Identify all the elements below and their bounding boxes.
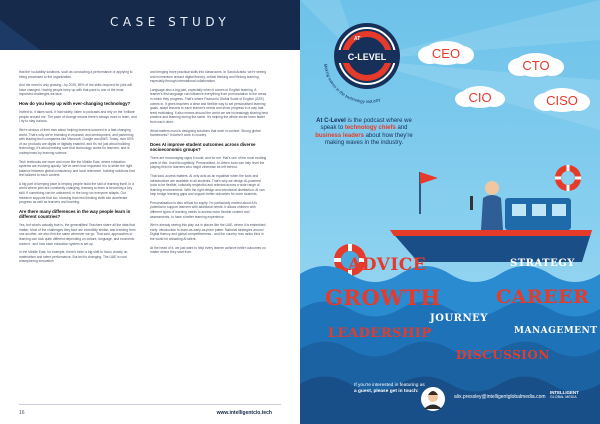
article-paragraph: There are encouraging signs it could, and for me, that's one of the most exciting parts of this. Used thoughtfully, Personalised, AI-driven tools can help level the playing field for learners who might otherwise be left behind. xyxy=(150,156,267,170)
cta-line-1: If you're interested in featuring as xyxy=(354,383,425,388)
brand-line-2: GLOBAL MEDIA xyxy=(550,395,577,399)
article-paragraph: Invited to, it takes work. It had widely, listen to podcasts and rely on the 'brilliant' people around me. The pace of change means there's always more to learn, and I try to stay curious. xyxy=(19,110,137,124)
intelligent-global-media-logo xyxy=(550,390,579,400)
logo-arc-text: Making waves in the technology industry xyxy=(323,63,381,105)
cta-line-2: a guest, please get in touch: xyxy=(354,389,419,394)
article-paragraph: Yes, but what's actually true is, the generalities! Teachers share all the data that matter. Most of the challenges they face are incredibly similar, and learning from one another, we also find the same wherever we go. That said, approaches to learning can look quite different depending on culture, language, and economic context - and how each education system is set up. xyxy=(19,223,136,246)
article-paragraph: At the heart of it, we just want to help every learner achieve better outcomes no matter where they start from. xyxy=(150,245,266,255)
cloud-label-cto: CTO xyxy=(522,58,550,73)
article-paragraph: A big part of keeping pace is helping people build the skill of learning itself. In a world where jobs are constantly changing, learning to learn is becoming a key skill. If something can be unlearned, in the long run everyone adapts. Our research supports that too, showing that new thinking skills can accelerate progress as well as learners and learning. xyxy=(19,181,134,205)
tagline-segment: At C-Level xyxy=(316,118,346,124)
cloud-label-ciso: CISO xyxy=(546,93,578,108)
tagline-segment: and xyxy=(395,125,408,132)
footer-url[interactable]: www.intelligentcio.tech xyxy=(216,410,272,416)
article-paragraph: And the need is only growing - by 2025, 85% of the skills required for jobs will have changed. Having people keep up with that pace is one of the most important challenges we face. xyxy=(19,83,132,97)
word-journey: JOURNEY xyxy=(430,313,488,324)
tagline-segment: technology chiefs xyxy=(344,125,396,132)
article-paragraph: What matters most is designing solutions that work in context. Strong global frameworks? It doesn't work in country. xyxy=(150,128,261,138)
word-management: MANAGEMENT xyxy=(514,326,598,336)
brand-line-1: INTELLIGENT xyxy=(550,390,579,395)
page-footer xyxy=(0,402,300,424)
page-number: 16 xyxy=(19,410,25,416)
section-title: CASE STUDY xyxy=(110,15,231,29)
article-paragraph: In the Middle East, for example, there's been a big shift to focus closely on materialism and talent performance. But tech's changing. The UAE is now championing innovation xyxy=(19,250,128,264)
word-career: CAREER xyxy=(496,286,590,308)
footer-rule xyxy=(19,404,281,405)
article-paragraph: Personalisation is also critical for equity. I'm particularly excited about AI's potential to support learners with additional needs. It allows children with different types of learning needs to access more flexible content and assessments, to have a better learning experience. xyxy=(150,200,257,219)
podcast-tagline xyxy=(309,118,419,147)
article-paragraph: that the no-liability solutions, such as conducting a performance or applying to hiring processes to the organization. xyxy=(19,70,133,79)
article-column-2 xyxy=(150,70,268,259)
article-paragraph: and bringing more practical skills into classrooms. In Saudi Arabia, we're seeing real momentum around digital fluency, critical thinking and lifelong learning, especially through international collaboration. xyxy=(150,70,267,84)
cloud-label-ceo: CEO xyxy=(431,46,461,61)
host-avatar xyxy=(420,386,446,412)
right-page-advert xyxy=(300,0,600,424)
word-growth: GROWTH xyxy=(325,285,441,310)
article-paragraph: We're serious of their own about helping learners succeed in a fast-changing world. That's why we're investing in research and development, and partnering with leading tech companies like Microsoft, Google and AWS. Today, over 80% of our products are digital or digitally enabled, and it's not just about building technology, it's about making sure that technology works for learners, and is underpinned by learning science. xyxy=(19,127,134,155)
article-subheading: Does AI improve student outcomes across diverse socioeconomic groups? xyxy=(150,141,256,152)
logo-text: C-LEVEL xyxy=(347,52,387,62)
article-paragraph: Tech textbooks are more and more like the Middle East, where education systems are evolving quickly. We've seen how important it is to strike the right balance between global consistency and local relevance, building solutions that feel tailored to each context. xyxy=(19,159,135,178)
article-subheading: Are there many differences in the way people learn in different countries? xyxy=(19,208,131,220)
tagline-segment: is the podcast where we speak to xyxy=(320,118,412,132)
article-paragraph: We're already seeing this play out in places like the UAE, where it is embedded early: introduction to learn-as-early-as-prem patter. National strategies around Digital fluency and global competitiveness - and the country now ranks third in the world for attracting AI talent. xyxy=(150,223,266,242)
cloud-label-cio: CIO xyxy=(468,90,492,105)
logo-at: AT xyxy=(354,36,361,42)
contact-email[interactable]: alix.pressley@intelligentglobalmedia.com xyxy=(454,394,546,400)
guest-invitation xyxy=(354,383,425,395)
word-leadership: LEADERSHIP xyxy=(328,326,432,341)
tagline-segment: about how they're making waves in the industry. xyxy=(324,132,413,146)
word-strategy: STRATEGY xyxy=(510,258,575,269)
article-subheading: How do you keep up with ever-changing technology? xyxy=(19,100,131,106)
article-paragraph: Language also a big part, especially when it comes to English learning. A learner's first language can influence everything from pronunciation to the areas in which they progress. That's where Pearson's Global Scale of English (GSE) comes in. It gives teachers a clear and flexible way to set personalised learning goals, adapt lessons to each learner's needs and show progress in a way that feels motivating. It also means around the world we are increasingly sharing best practice and learning during the same. It's helping the whole sector learn faster from each other. xyxy=(150,87,268,124)
tagline-segment: business leaders xyxy=(315,132,364,139)
article-column-1 xyxy=(19,70,137,268)
word-advice: ADVICE xyxy=(348,255,427,275)
article-paragraph: That said, access matters. AI only acts as an equaliser when the tools and infrastructure are available to all students. That's why we design AI-powered tools to be flexible, culturally respectful and relevant across a wide range of learning environments. With the right design and intentional distribution, AI can help bridge learning gaps and support better outcomes for more students. xyxy=(150,173,265,197)
word-discussion: DISCUSSION xyxy=(456,348,550,362)
